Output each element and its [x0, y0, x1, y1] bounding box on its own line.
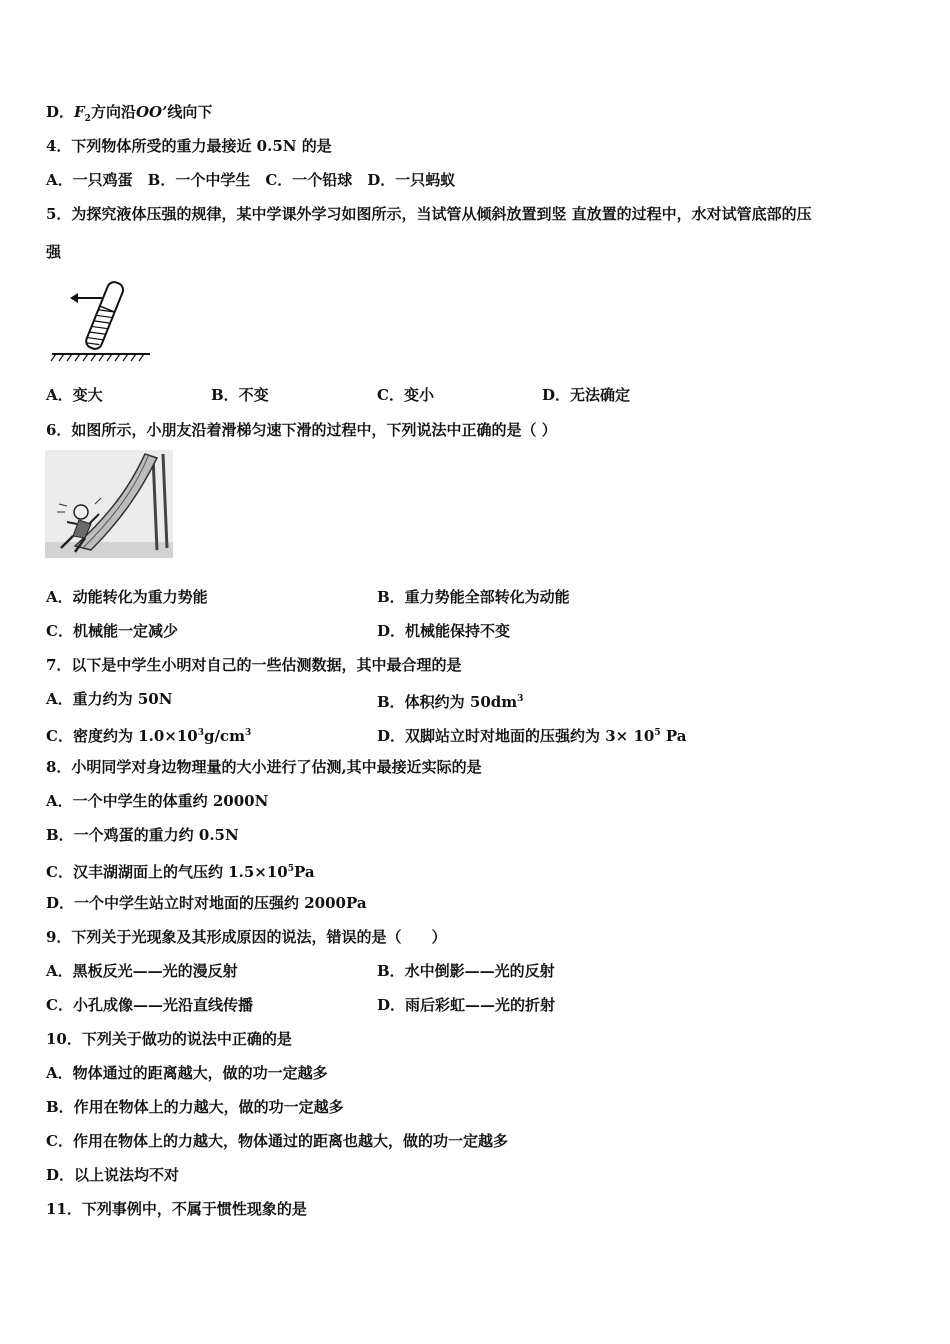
- q7-option-a: A．重力约为 50N: [46, 690, 173, 708]
- q8-option-b: B．一个鸡蛋的重力约 0.5N: [46, 826, 239, 844]
- q7-option-c: [46, 723, 251, 746]
- q9-option-d: D．雨后彩虹——光的折射: [377, 996, 556, 1014]
- q7-option-c-text1: C．密度约为 1.0×10: [46, 727, 198, 745]
- q4-options: A．一只鸡蛋 B．一个中学生 C．一个铅球 D．一只蚂蚁: [46, 171, 456, 189]
- q8-option-c-sup: 5: [287, 864, 294, 874]
- q6-option-d: D．机械能保持不变: [377, 622, 511, 640]
- q8-option-c-text1: C．汉丰湖湖面上的气压约 1.5×10: [46, 863, 288, 881]
- q8-stem: 8．小明同学对身边物理量的大小进行了估测,其中最接近实际的是: [46, 758, 482, 776]
- q7-option-b-sup: 3: [517, 694, 524, 704]
- force-symbol: F: [74, 103, 85, 121]
- q6-stem: 6．如图所示，小朋友沿着滑梯匀速下滑的过程中，下列说法中正确的是（ ）: [46, 421, 557, 439]
- q10-option-c: C．作用在物体上的力越大，物体通过的距离也越大，做的功一定越多: [46, 1132, 508, 1150]
- slide-figure: [45, 450, 173, 558]
- q10-option-b: B．作用在物体上的力越大，做的功一定越多: [46, 1098, 344, 1116]
- q5-option-c: C．变小: [377, 386, 434, 404]
- q7-option-c-sup1: 3: [197, 728, 204, 738]
- q10-option-a: A．物体通过的距离越大，做的功一定越多: [46, 1064, 328, 1082]
- q10-stem: 10．下列关于做功的说法中正确的是: [46, 1030, 292, 1048]
- q8-option-d: D．一个中学生站立时对地面的压强约 2000Pa: [46, 894, 367, 912]
- q3-option-d-end: 线向下: [167, 103, 213, 121]
- q7-option-b: [377, 689, 523, 712]
- q5-option-b: B．不变: [211, 386, 269, 404]
- q6-option-b: B．重力势能全部转化为动能: [377, 588, 570, 606]
- q8-option-c: [46, 859, 315, 882]
- q6-option-a: A．动能转化为重力势能: [46, 588, 208, 606]
- q5-option-a: A．变大: [46, 386, 103, 404]
- q9-option-c: C．小孔成像——光沿直线传播: [46, 996, 253, 1014]
- q10-option-d: D．以上说法均不对: [46, 1166, 180, 1184]
- q11-stem: 11．下列事例中，不属于惯性现象的是: [46, 1200, 307, 1218]
- q6-option-c: C．机械能一定减少: [46, 622, 178, 640]
- q7-option-d: [377, 723, 686, 746]
- q7-option-d-text2: Pa: [660, 727, 687, 745]
- q5-stem-line1: 5．为探究液体压强的规律，某中学课外学习如图所示，当试管从倾斜放置到竖 直放置的过程中，水对试管底部的压: [46, 205, 812, 223]
- q9-option-b: B．水中倒影——光的反射: [377, 962, 555, 980]
- q7-stem: 7．以下是中学生小明对自己的一些估测数据，其中最合理的是: [46, 656, 462, 674]
- q3-option-d-mid: 方向沿: [90, 103, 136, 121]
- q7-option-b-text: B．体积约为 50dm: [377, 693, 518, 711]
- test-tube-figure: [50, 278, 155, 363]
- q5-stem-line2: 强: [46, 243, 62, 261]
- q8-option-a: A．一个中学生的体重约 2000N: [46, 792, 269, 810]
- force-subscript: 2: [84, 114, 91, 124]
- q8-option-c-text2: Pa: [293, 863, 315, 881]
- q7-option-d-text1: D．双脚站立时对地面的压强约为 3× 10: [377, 727, 655, 745]
- q5-option-d: D．无法确定: [542, 386, 631, 404]
- q7-option-c-text2: g/cm: [203, 727, 245, 745]
- q9-stem: 9．下列关于光现象及其形成原因的说法，错误的是（ ）: [46, 928, 447, 946]
- q7-option-c-sup2: 3: [244, 728, 252, 738]
- q4-stem: 4．下列物体所受的重力最接近 0.5N 的是: [46, 137, 332, 155]
- q9-option-a: A．黑板反光——光的漫反射: [46, 962, 238, 980]
- q3-option-d: [46, 102, 212, 129]
- q3-option-d-prefix: D．: [46, 103, 75, 121]
- line-symbol: OO’: [135, 103, 168, 121]
- q7-option-d-sup: 5: [654, 728, 661, 738]
